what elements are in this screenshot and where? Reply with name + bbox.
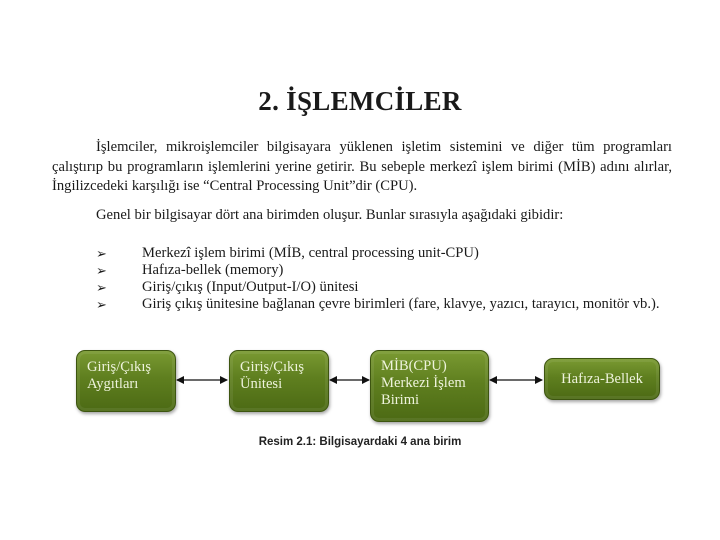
list-item-text: Giriş çıkış ünitesine bağlanan çevre birimleri (fare, klavye, yazıcı, tarayıcı, monitör vb.). <box>142 296 660 312</box>
list-item-text: Merkezî işlem birimi (MİB, central processing unit-CPU) <box>142 245 479 261</box>
io-unit-box <box>229 350 329 412</box>
box-line: Ünitesi <box>240 376 283 392</box>
box-line: Birimi <box>381 392 420 408</box>
list-item-text: Giriş/çıkış (Input/Output-I/O) ünitesi <box>142 279 359 295</box>
figure-caption: Resim 2.1: Bilgisayardaki 4 ana birim <box>258 436 462 448</box>
list-item <box>96 279 672 296</box>
arrow-bullet-icon: ➢ <box>96 263 107 278</box>
arrow-bullet-icon: ➢ <box>96 246 107 261</box>
list-item <box>96 262 672 279</box>
cpu-box <box>370 350 489 422</box>
page-title: 2. İŞLEMCİLER <box>258 86 462 116</box>
box-line: MİB(CPU) <box>381 358 447 374</box>
list-item-text: Hafıza-bellek (memory) <box>142 262 284 278</box>
list-item <box>96 296 672 313</box>
box-line: Hafıza-Bellek <box>561 370 643 387</box>
units-intro-text: Genel bir bilgisayar dört ana birimden oluşur. Bunlar sırasıyla aşağıdaki gibidir: <box>96 207 564 223</box>
box-line: Giriş/Çıkış <box>240 359 305 375</box>
intro-paragraph: İşlemciler, mikroişlemciler bilgisayara yüklenen işletim sistemini ve diğer tüm programları çalıştırıp bu programların işlemlerini yerine getirir. Bu sebeple merkezî işlem birimi (MİB) adını alırlar, İngilizcedeki karşılığı ise “Central Processing Unit”dir (CPU). <box>52 139 672 194</box>
arrow-bullet-icon: ➢ <box>96 280 107 295</box>
box-line: Merkezi İşlem <box>381 375 466 391</box>
box-line: Aygıtları <box>87 376 139 392</box>
units-list <box>96 245 672 313</box>
arrow-bullet-icon: ➢ <box>96 297 107 312</box>
memory-box <box>544 358 660 400</box>
io-devices-box <box>76 350 176 412</box>
box-line: Giriş/Çıkış <box>87 359 152 375</box>
list-item <box>96 245 672 262</box>
